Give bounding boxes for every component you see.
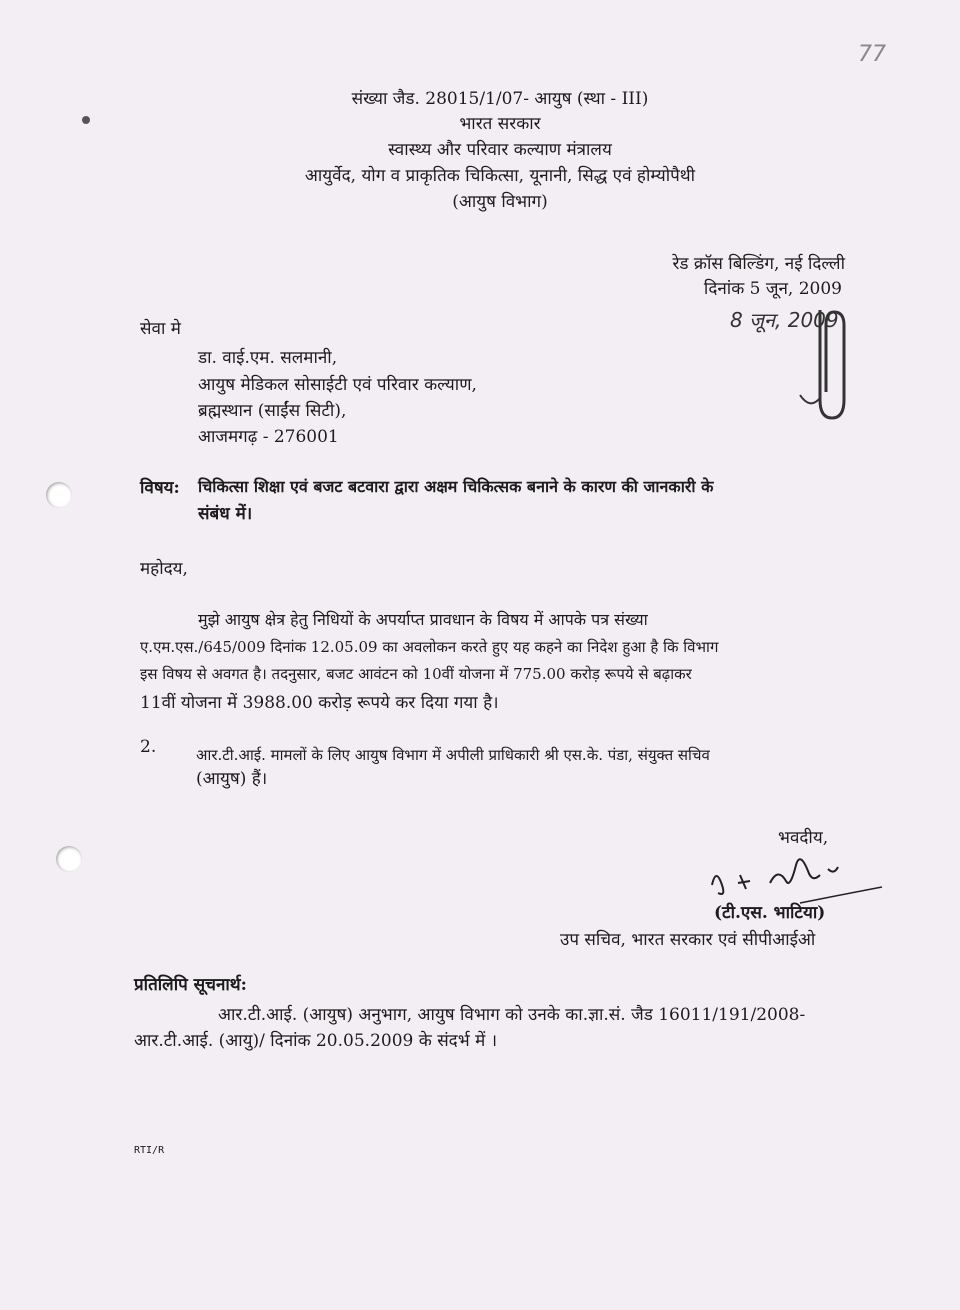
recipient-line: आयुष मेडिकल सोसाईटी एवं परिवार कल्याण, <box>198 375 477 395</box>
copy-line: आर.टी.आई. (आयु)/ दिनांक 20.05.2009 के संदर्भ में । <box>134 1031 498 1051</box>
signatory-name: (टी.एस. भाटिया) <box>714 903 826 923</box>
department-full: आयुर्वेद, योग व प्राकृतिक चिकित्सा, यूनानी, सिद्ध एवं होम्योपैथी <box>304 166 696 186</box>
punch-hole <box>56 846 82 872</box>
subject-label: विषय: <box>140 478 180 498</box>
paper-clip-icon <box>790 300 860 425</box>
paragraph-1-line: इस विषय से अवगत है। तदनुसार, बजट आवंटन को 10वीं योजना में 775.00 करोड़ रूपये से बढ़ाकर <box>140 665 692 683</box>
paragraph-1-line: ए.एम.एस./645/009 दिनांक 12.05.09 का अवलोकन करते हुए यह कहने का निदेश हुआ है कि विभाग <box>140 638 719 656</box>
recipient-line: डा. वाई.एम. सलमानी, <box>198 348 338 368</box>
copy-label: प्रतिलिपि सूचनार्थ: <box>134 975 247 995</box>
salutation: महोदय, <box>140 559 188 579</box>
paragraph-1-line: 11वीं योजना में 3988.00 करोड़ रूपये कर दिया गया है। <box>140 693 499 713</box>
subject-line: चिकित्सा शिक्षा एवं बजट बटवारा द्वारा अक्षम चिकित्सक बनाने के कारण की जानकारी के <box>198 477 714 496</box>
handwritten-date: 8 जून, 2009 <box>730 308 839 332</box>
page-number-handwritten: 77 <box>858 42 886 67</box>
date: दिनांक 5 जून, 2009 <box>703 279 842 299</box>
subject-line: संबंध में। <box>198 504 253 524</box>
reference-number: संख्या जैड. 28015/1/07- आयुष (स्था - III) <box>351 89 649 109</box>
recipient-line: आजमगढ़ - 276001 <box>198 427 339 447</box>
government: भारत सरकार <box>459 114 541 134</box>
signature-icon <box>700 845 885 907</box>
signatory-designation: उप सचिव, भारत सरकार एवं सीपीआईओ <box>560 930 816 950</box>
to-label: सेवा मे <box>140 319 181 339</box>
department-short: (आयुष विभाग) <box>452 192 548 212</box>
ministry: स्वास्थ्य और परिवार कल्याण मंत्रालय <box>388 140 612 160</box>
closing: भवदीय, <box>778 828 829 848</box>
footer-code: RTI/R <box>134 1145 165 1156</box>
paragraph-2-number: 2. <box>140 737 157 757</box>
place: रेड क्रॉस बिल्डिंग, नई दिल्ली <box>672 254 845 274</box>
recipient-line: ब्रह्मस्थान (साईंस सिटी), <box>198 401 347 421</box>
paragraph-2-line: आर.टी.आई. मामलों के लिए आयुष विभाग में अपीली प्राधिकारी श्री एस.के. पंडा, संयुक्त सचिव <box>196 746 710 764</box>
punch-hole <box>46 482 72 508</box>
paragraph-1-line: मुझे आयुष क्षेत्र हेतु निधियों के अपर्याप्त प्रावधान के विषय में आपके पत्र संख्या <box>198 610 648 629</box>
paragraph-2-line: (आयुष) हैं। <box>196 769 268 789</box>
copy-line: आर.टी.आई. (आयुष) अनुभाग, आयुष विभाग को उनके का.ज्ञा.सं. जैड 16011/191/2008- <box>218 1005 806 1025</box>
